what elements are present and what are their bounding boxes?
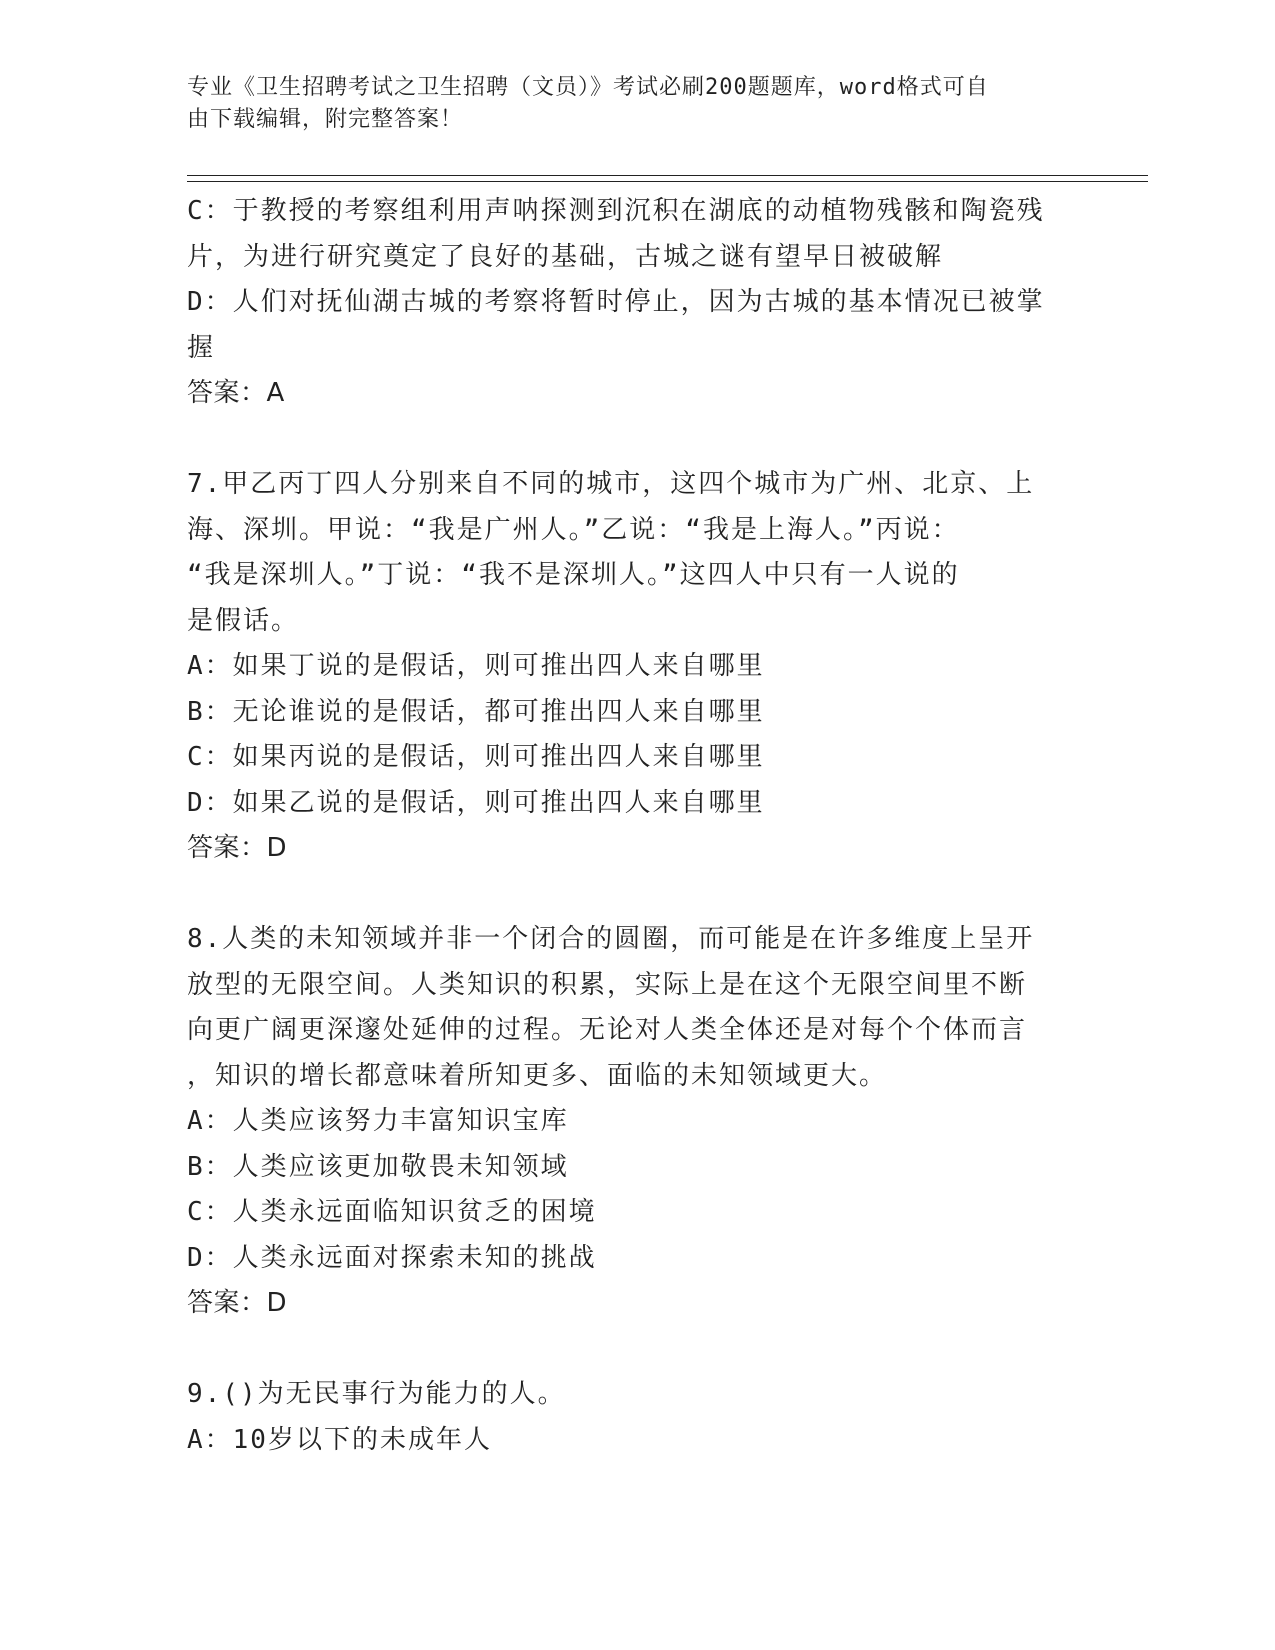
q7-answer: 答案：D [187, 833, 288, 863]
q7-option-b: B：无论谁说的是假话，都可推出四人来自哪里 [187, 696, 765, 727]
question-9 [187, 1372, 1067, 1463]
q8-answer: 答案：D [187, 1288, 288, 1318]
question-6-tail [187, 189, 1067, 417]
question-7 [187, 462, 1067, 872]
q8-option-b: B：人类应该更加敬畏未知领域 [187, 1151, 569, 1182]
question-spacer [187, 872, 1067, 918]
header-divider-top [187, 175, 1148, 176]
header-line-2: 由下载编辑，附完整答案！ [187, 107, 464, 132]
q8-option-a: A：人类应该努力丰富知识宝库 [187, 1106, 569, 1136]
question-8 [187, 917, 1067, 1327]
q7-stem-line-2: 海、深圳。甲说：“我是广州人。”乙说：“我是上海人。”丙说： [187, 514, 960, 545]
q8-stem-line-4: ，知识的增长都意味着所知更多、面临的未知领域更大。 [187, 1060, 888, 1091]
header-line-1: 专业《卫生招聘考试之卫生招聘（文员）》考试必刷200题题库，word格式可自 [187, 75, 989, 100]
document-header [187, 72, 1067, 136]
q7-stem-line-3: “我是深圳人。”丁说：“我不是深圳人。”这四人中只有一人说的 [187, 560, 960, 590]
q7-option-d: D：如果乙说的是假话，则可推出四人来自哪里 [187, 787, 765, 818]
header-divider-bottom [187, 181, 1148, 182]
q9-option-a: A：10岁以下的未成年人 [187, 1424, 492, 1455]
document-body [187, 189, 1067, 1463]
q8-option-d: D：人类永远面对探索未知的挑战 [187, 1242, 597, 1273]
q7-stem-line-4: 是假话。 [187, 605, 300, 636]
q7-stem-line-1: 7.甲乙丙丁四人分别来自不同的城市，这四个城市为广州、北京、上 [187, 469, 1035, 499]
q7-option-a: A：如果丁说的是假话，则可推出四人来自哪里 [187, 651, 765, 681]
q9-stem-line-1: 9.()为无民事行为能力的人。 [187, 1379, 566, 1409]
q8-stem-line-1: 8.人类的未知领域并非一个闭合的圆圈，而可能是在许多维度上呈开 [187, 924, 1035, 954]
question-spacer [187, 417, 1067, 463]
q8-option-c: C：人类永远面临知识贫乏的困境 [187, 1197, 597, 1227]
q8-stem-line-3: 向更广阔更深邃处延伸的过程。无论对人类全体还是对每个个体而言 [187, 1015, 1028, 1045]
q7-option-c: C：如果丙说的是假话，则可推出四人来自哪里 [187, 742, 765, 772]
q6-option-c-line-2: 片，为进行研究奠定了良好的基础，古城之谜有望早日被破解 [187, 241, 944, 272]
q6-option-d-line-2: 握 [187, 332, 216, 363]
q8-stem-line-2: 放型的无限空间。人类知识的积累，实际上是在这个无限空间里不断 [187, 969, 1028, 1000]
q6-option-d-line-1: D：人们对抚仙湖古城的考察将暂时停止，因为古城的基本情况已被掌 [187, 287, 1045, 317]
q6-option-c-line-1: C：于教授的考察组利用声呐探测到沉积在湖底的动植物残骸和陶瓷残 [187, 196, 1045, 226]
q6-answer: 答案：A [187, 378, 285, 408]
question-spacer [187, 1327, 1067, 1373]
